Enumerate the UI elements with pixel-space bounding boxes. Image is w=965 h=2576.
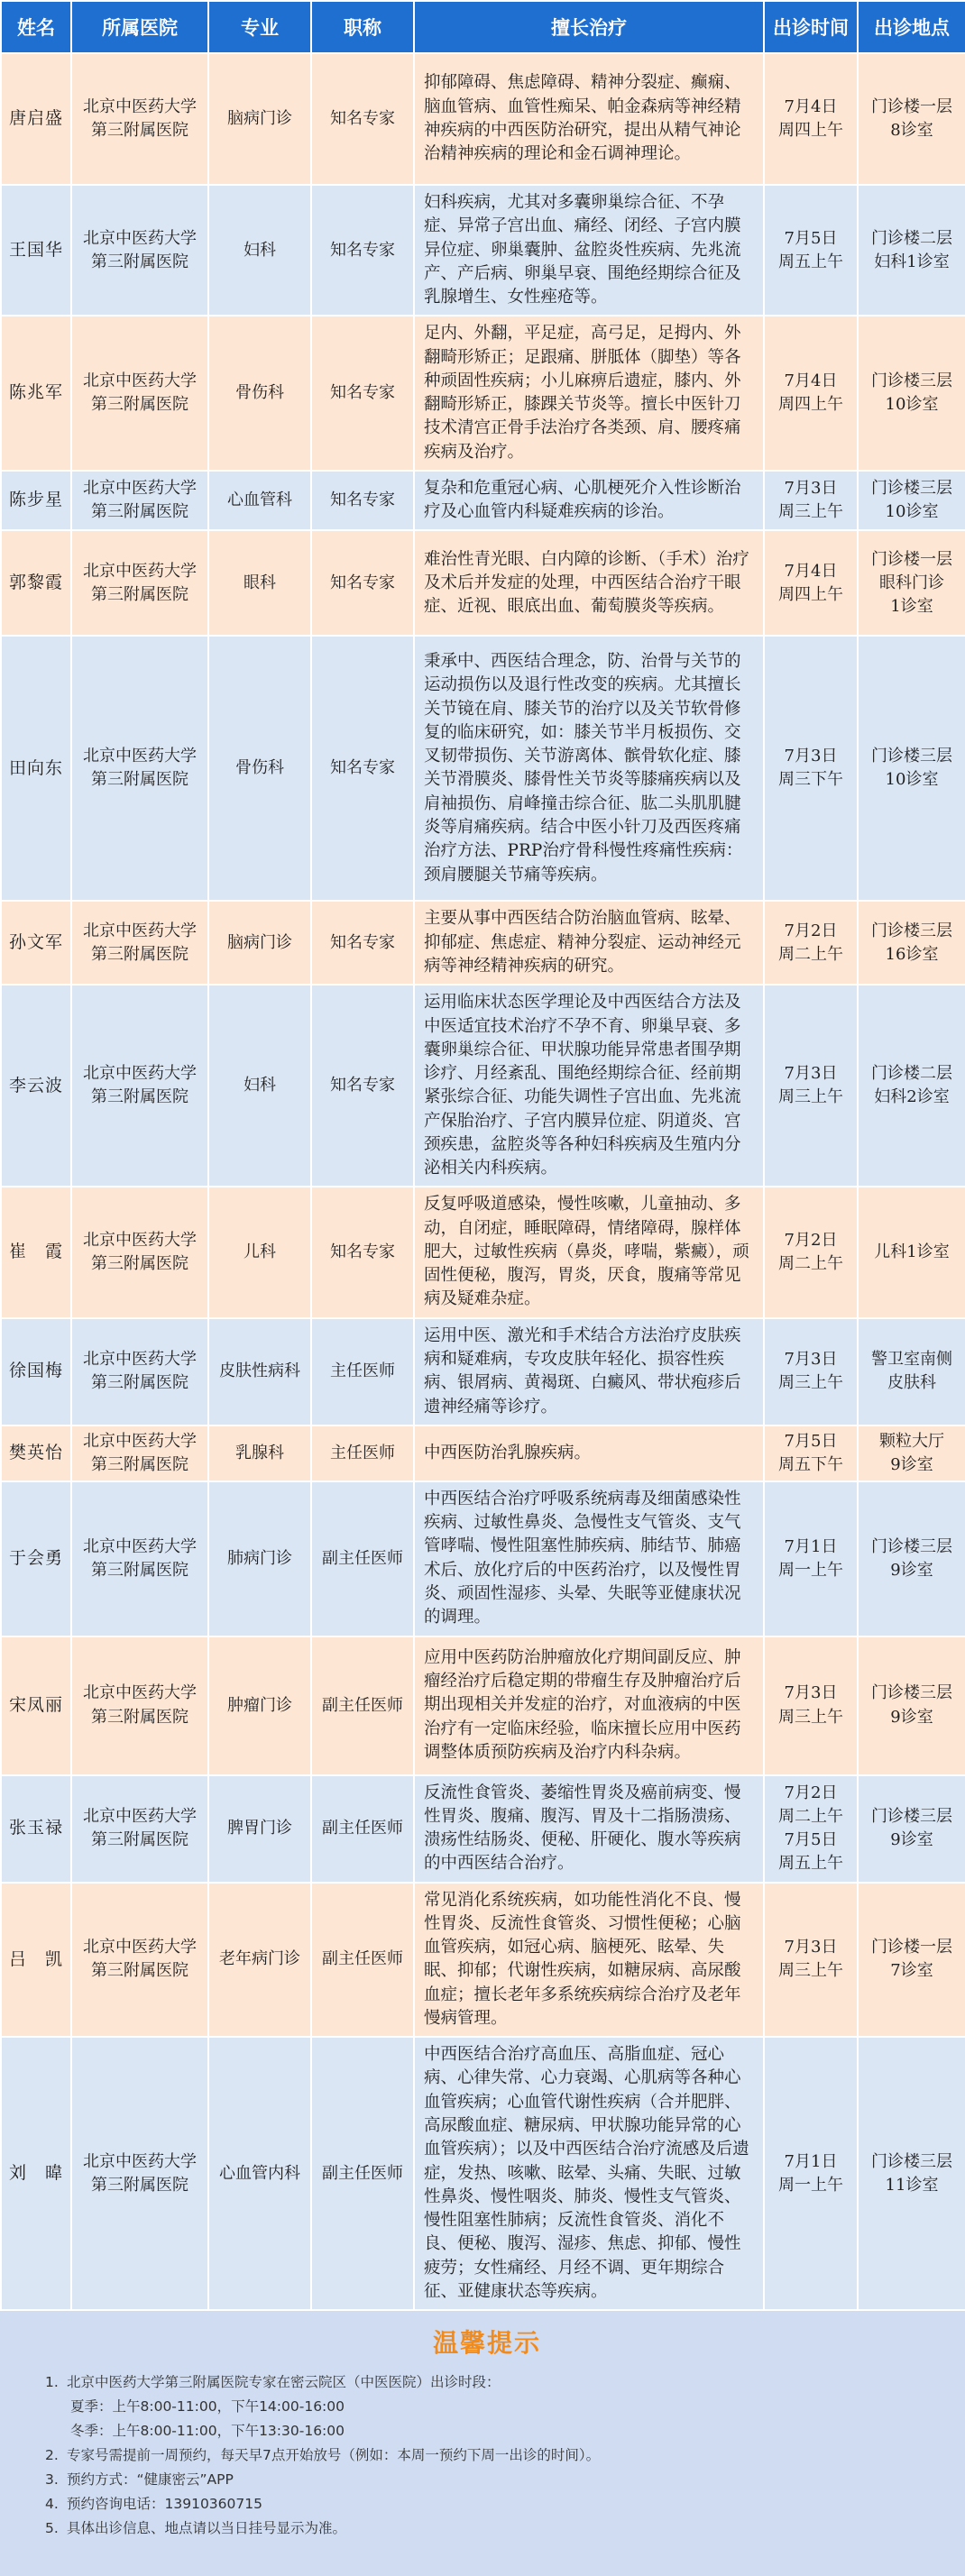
clinic-time: 7月4日 周四上午 (764, 53, 858, 185)
clinic-location: 门诊楼二层 妇科1诊室 (858, 185, 965, 316)
table-row (1, 1187, 965, 1317)
doctor-title: 知名专家 (311, 985, 414, 1187)
doctor-hospital: 北京中医药大学第三附属医院 (71, 185, 208, 316)
clinic-time: 7月3日 周三上午 (764, 1883, 858, 2038)
doctor-department: 肺病门诊 (208, 1481, 311, 1636)
doctor-name: 于会勇 (1, 1481, 71, 1636)
doctor-name: 郭黎霞 (1, 530, 71, 636)
doctor-name: 陈步星 (1, 471, 71, 531)
tip-item (45, 2443, 929, 2468)
table-row (1, 53, 965, 185)
doctor-title: 副主任医师 (311, 2037, 414, 2310)
doctor-title: 副主任医师 (311, 1481, 414, 1636)
clinic-location: 门诊楼三层 9诊室 (858, 1481, 965, 1636)
doctor-hospital: 北京中医药大学第三附属医院 (71, 471, 208, 531)
tip-number: 4. (45, 2496, 59, 2513)
doctor-title: 副主任医师 (311, 1883, 414, 2038)
clinic-time: 7月2日 周二上午 (764, 1187, 858, 1317)
doctor-title: 知名专家 (311, 530, 414, 636)
doctor-title: 知名专家 (311, 185, 414, 316)
doctor-title: 知名专家 (311, 901, 414, 985)
doctor-hospital: 北京中医药大学第三附属医院 (71, 1481, 208, 1636)
table-row (1, 1426, 965, 1481)
table-row (1, 1481, 965, 1636)
clinic-time: 7月1日 周一上午 (764, 1481, 858, 1636)
doctor-hospital: 北京中医药大学第三附属医院 (71, 1883, 208, 2038)
doctor-specialty: 复杂和危重冠心病、心肌梗死介入性诊断治疗及心血管内科疑难疾病的诊治。 (414, 471, 764, 531)
doctor-name: 崔 霞 (1, 1187, 71, 1317)
doctor-department: 妇科 (208, 185, 311, 316)
tip-item: 夏季：上午8:00-11:00，下午14:00-16:00 (70, 2398, 345, 2416)
doctor-specialty: 主要从事中西医结合防治脑血管病、眩晕、抑郁症、焦虑症、精神分裂症、运动神经元病等神经精神疾病的研究。 (414, 901, 764, 985)
clinic-time: 7月3日 周三上午 (764, 1318, 858, 1426)
doctor-hospital: 北京中医药大学第三附属医院 (71, 1187, 208, 1317)
header-hospital: 所属医院 (71, 1, 208, 53)
tip-text: 预约方式：“健康密云”APP (67, 2471, 234, 2489)
doctor-title: 主任医师 (311, 1426, 414, 1481)
header-department: 专业 (208, 1, 311, 53)
doctor-department: 脑病门诊 (208, 53, 311, 185)
table-row (1, 2037, 965, 2310)
table-row (1, 185, 965, 316)
doctor-name: 唐启盛 (1, 53, 71, 185)
doctor-department: 心血管内科 (208, 2037, 311, 2310)
doctor-name: 张玉禄 (1, 1775, 71, 1883)
tip-number: 1. (45, 2374, 59, 2391)
doctor-specialty: 中西医结合治疗呼吸系统病毒及细菌感染性疾病、过敏性鼻炎、急慢性支气管炎、支气管哮喘、慢性阻塞性肺疾病、肺结节、肺癌术后、放化疗后的中医药治疗，以及慢性胃炎、顽固性湿疹、头晕、失眠等亚健康状况的调理。 (414, 1481, 764, 1636)
doctor-title: 副主任医师 (311, 1775, 414, 1883)
doctor-specialty: 秉承中、西医结合理念，防、治骨与关节的运动损伤以及退行性改变的疾病。尤其擅长关节镜在肩、膝关节的治疗以及关节软骨修复的临床研究，如：膝关节半月板损伤、交叉韧带损伤、关节游离体、髌骨软化症、膝关节滑膜炎、膝骨性关节炎等膝痛疾病以及肩袖损伤、肩峰撞击综合征、肱二头肌肌腱炎等肩痛疾病。结合中医小针刀及西医疼痛治疗方法、PRP治疗骨科慢性疼痛性疾病：颈肩腰腿关节痛等疾病。 (414, 636, 764, 901)
doctor-name: 宋凤丽 (1, 1636, 71, 1775)
tip-text: 预约咨询电话：13910360715 (67, 2496, 262, 2513)
doctor-department: 脑病门诊 (208, 901, 311, 985)
doctor-hospital: 北京中医药大学第三附属医院 (71, 530, 208, 636)
doctor-specialty: 常见消化系统疾病，如功能性消化不良、慢性胃炎、反流性食管炎、习惯性便秘；心脑血管疾病，如冠心病、脑梗死、眩晕、失眠、抑郁；代谢性疾病，如糖尿病、高尿酸血症；擅长老年多系统疾病综合治疗及老年慢病管理。 (414, 1883, 764, 2038)
clinic-location: 门诊楼一层 眼科门诊 1诊室 (858, 530, 965, 636)
doctor-title: 知名专家 (311, 53, 414, 185)
clinic-location: 警卫室南侧 皮肤科 (858, 1318, 965, 1426)
table-row (1, 636, 965, 901)
tip-number: 5. (45, 2520, 59, 2537)
table-row (1, 316, 965, 471)
doctor-specialty: 反复呼吸道感染，慢性咳嗽，儿童抽动、多动，自闭症，睡眠障碍，情绪障碍，腺样体肥大，过敏性疾病（鼻炎，哮喘，紫癜），顽固性便秘，腹泻，胃炎，厌食，腹痛等常见病及疑难杂症。 (414, 1187, 764, 1317)
table-row (1, 471, 965, 531)
header-location: 出诊地点 (858, 1, 965, 53)
clinic-time: 7月4日 周四上午 (764, 316, 858, 471)
table-row (1, 901, 965, 985)
tips-list (45, 2370, 929, 2541)
doctor-specialty: 难治性青光眼、白内障的诊断、（手术）治疗及术后并发症的处理，中西医结合治疗干眼症、近视、眼底出血、葡萄膜炎等疾病。 (414, 530, 764, 636)
clinic-location: 门诊楼二层 妇科2诊室 (858, 985, 965, 1187)
doctor-title: 知名专家 (311, 471, 414, 531)
clinic-time: 7月3日 周三上午 (764, 1636, 858, 1775)
tip-item (45, 2492, 929, 2516)
doctor-name: 刘 暐 (1, 2037, 71, 2310)
clinic-time: 7月5日 周五上午 (764, 185, 858, 316)
header-name: 姓名 (1, 1, 71, 53)
tip-item (45, 2468, 929, 2492)
doctor-specialty: 反流性食管炎、萎缩性胃炎及癌前病变、慢性胃炎、腹痛、腹泻、胃及十二指肠溃疡、溃疡性结肠炎、便秘、肝硬化、腹水等疾病的中西医结合治疗。 (414, 1775, 764, 1883)
doctor-title: 知名专家 (311, 636, 414, 901)
clinic-location: 门诊楼三层 9诊室 (858, 1636, 965, 1775)
clinic-location: 颗粒大厅 9诊室 (858, 1426, 965, 1481)
table-row (1, 530, 965, 636)
header-specialty: 擅长治疗 (414, 1, 764, 53)
clinic-location: 门诊楼三层 10诊室 (858, 316, 965, 471)
clinic-location: 门诊楼三层 10诊室 (858, 471, 965, 531)
tips-title: 温馨提示 (432, 2328, 541, 2359)
doctor-specialty: 运用中医、激光和手术结合方法治疗皮肤疾病和疑难病，专攻皮肤年轻化、损容性疾病、银屑病、黄褐斑、白癜风、带状疱疹后遗神经痛等诊疗。 (414, 1318, 764, 1426)
doctor-department: 儿科 (208, 1187, 311, 1317)
doctor-hospital: 北京中医药大学第三附属医院 (71, 2037, 208, 2310)
clinic-time: 7月1日 周一上午 (764, 2037, 858, 2310)
tip-number: 2. (45, 2447, 59, 2464)
doctor-specialty: 运用临床状态医学理论及中西医结合方法及中医适宜技术治疗不孕不育、卵巢早衰、多囊卵巢综合征、甲状腺功能异常患者围孕期诊疗、月经紊乱、围绝经期综合征、经前期紧张综合征、功能失调性子宫出血、先兆流产保胎治疗、子宫内膜异位症、阴道炎、宫颈疾患，盆腔炎等各种妇科疾病及生殖内分泌相关内科疾病。 (414, 985, 764, 1187)
header-time: 出诊时间 (764, 1, 858, 53)
clinic-location: 门诊楼一层 7诊室 (858, 1883, 965, 2038)
doctor-title: 副主任医师 (311, 1636, 414, 1775)
clinic-location: 门诊楼三层 11诊室 (858, 2037, 965, 2310)
tip-item (45, 2370, 929, 2395)
header-title: 职称 (311, 1, 414, 53)
tip-item: 冬季：上午8:00-11:00，下午13:30-16:00 (70, 2423, 345, 2440)
clinic-time: 7月4日 周四上午 (764, 530, 858, 636)
doctor-name: 王国华 (1, 185, 71, 316)
doctor-department: 骨伤科 (208, 316, 311, 471)
tip-text: 具体出诊信息、地点请以当日挂号显示为准。 (67, 2520, 347, 2537)
clinic-time: 7月2日 周二上午 7月5日 周五上午 (764, 1775, 858, 1883)
doctor-hospital: 北京中医药大学第三附属医院 (71, 1318, 208, 1426)
doctor-name: 李云波 (1, 985, 71, 1187)
doctor-department: 妇科 (208, 985, 311, 1187)
tip-number: 3. (45, 2471, 59, 2489)
clinic-time: 7月5日 周五下午 (764, 1426, 858, 1481)
doctor-department: 肿瘤门诊 (208, 1636, 311, 1775)
doctor-hospital: 北京中医药大学第三附属医院 (71, 1775, 208, 1883)
doctor-specialty: 足内、外翻，平足症，高弓足，足拇内、外翻畸形矫正；足跟痛、胼胝体（脚垫）等各种顽固性疾病；小儿麻痹后遗症，膝内、外翻畸形矫正，膝踝关节炎等。擅长中医针刀技术清宫正骨手法治疗各类颈、肩、腰疼痛疾病及治疗。 (414, 316, 764, 471)
doctor-name: 樊英怡 (1, 1426, 71, 1481)
table-row (1, 1636, 965, 1775)
table-row (1, 1318, 965, 1426)
clinic-time: 7月2日 周二上午 (764, 901, 858, 985)
doctor-title: 知名专家 (311, 1187, 414, 1317)
tip-text: 北京中医药大学第三附属医院专家在密云院区（中医医院）出诊时段： (67, 2374, 501, 2391)
doctor-hospital: 北京中医药大学第三附属医院 (71, 316, 208, 471)
table-row (1, 985, 965, 1187)
doctor-hospital: 北京中医药大学第三附属医院 (71, 985, 208, 1187)
doctor-hospital: 北京中医药大学第三附属医院 (71, 1426, 208, 1481)
doctor-name: 吕 凯 (1, 1883, 71, 2038)
doctor-name: 田向东 (1, 636, 71, 901)
clinic-location: 门诊楼三层 16诊室 (858, 901, 965, 985)
clinic-time: 7月3日 周三上午 (764, 471, 858, 531)
doctor-name: 孙文军 (1, 901, 71, 985)
clinic-time: 7月3日 周三上午 (764, 985, 858, 1187)
doctor-department: 心血管科 (208, 471, 311, 531)
doctor-department: 脾胃门诊 (208, 1775, 311, 1883)
tip-text: 专家号需提前一周预约，每天早7点开始放号（例如：本周一预约下周一出诊的时间）。 (67, 2447, 601, 2464)
doctor-hospital: 北京中医药大学第三附属医院 (71, 636, 208, 901)
table-row (1, 1775, 965, 1883)
clinic-location: 儿科1诊室 (858, 1187, 965, 1317)
doctor-department: 骨伤科 (208, 636, 311, 901)
table-header-row (1, 1, 965, 53)
tip-item (45, 2516, 929, 2541)
doctor-name: 陈兆军 (1, 316, 71, 471)
doctor-hospital: 北京中医药大学第三附属医院 (71, 901, 208, 985)
clinic-location: 门诊楼三层 9诊室 (858, 1775, 965, 1883)
clinic-location: 门诊楼一层 8诊室 (858, 53, 965, 185)
table-row (1, 1883, 965, 2038)
doctor-name: 徐国梅 (1, 1318, 71, 1426)
doctor-department: 乳腺科 (208, 1426, 311, 1481)
tips-section (0, 2311, 965, 2576)
doctor-specialty: 应用中医药防治肿瘤放化疗期间副反应、肿瘤经治疗后稳定期的带瘤生存及肿瘤治疗后期出现相关并发症的治疗，对血液病的中医治疗有一定临床经验，临床擅长应用中医药调整体质预防疾病及治疗内科杂病。 (414, 1636, 764, 1775)
clinic-time: 7月3日 周三下午 (764, 636, 858, 901)
doctor-hospital: 北京中医药大学第三附属医院 (71, 1636, 208, 1775)
doctor-title: 知名专家 (311, 316, 414, 471)
doctor-department: 皮肤性病科 (208, 1318, 311, 1426)
doctor-specialty: 中西医防治乳腺疾病。 (414, 1426, 764, 1481)
doctor-department: 老年病门诊 (208, 1883, 311, 2038)
doctor-specialty: 中西医结合治疗高血压、高脂血症、冠心病、心律失常、心力衰竭、心肌病等各种心血管疾病；心血管代谢性疾病（合并肥胖、高尿酸血症、糖尿病、甲状腺功能异常的心血管疾病）；以及中西医结合治疗流感及后遗症，发热、咳嗽、眩晕、头痛、失眠、过敏性鼻炎、慢性咽炎、肺炎、慢性支气管炎、慢性阻塞性肺病；反流性食管炎、消化不良、便秘、腹泻、湿疹、焦虑、抑郁、慢性疲劳；女性痛经、月经不调、更年期综合征、亚健康状态等疾病。 (414, 2037, 764, 2310)
doctor-title: 主任医师 (311, 1318, 414, 1426)
doctor-specialty: 抑郁障碍、焦虑障碍、精神分裂症、癫痫、脑血管病、血管性痴呆、帕金森病等神经精神疾病的中西医防治研究，提出从精气神论治精神疾病的理论和金石调神理论。 (414, 53, 764, 185)
clinic-location: 门诊楼三层 10诊室 (858, 636, 965, 901)
doctor-department: 眼科 (208, 530, 311, 636)
doctor-specialty: 妇科疾病，尤其对多囊卵巢综合征、不孕症、异常子宫出血、痛经、闭经、子宫内膜异位症、卵巢囊肿、盆腔炎性疾病、先兆流产、产后病、卵巢早衰、围绝经期综合征及乳腺增生、女性痤疮等。 (414, 185, 764, 316)
doctor-hospital: 北京中医药大学第三附属医院 (71, 53, 208, 185)
